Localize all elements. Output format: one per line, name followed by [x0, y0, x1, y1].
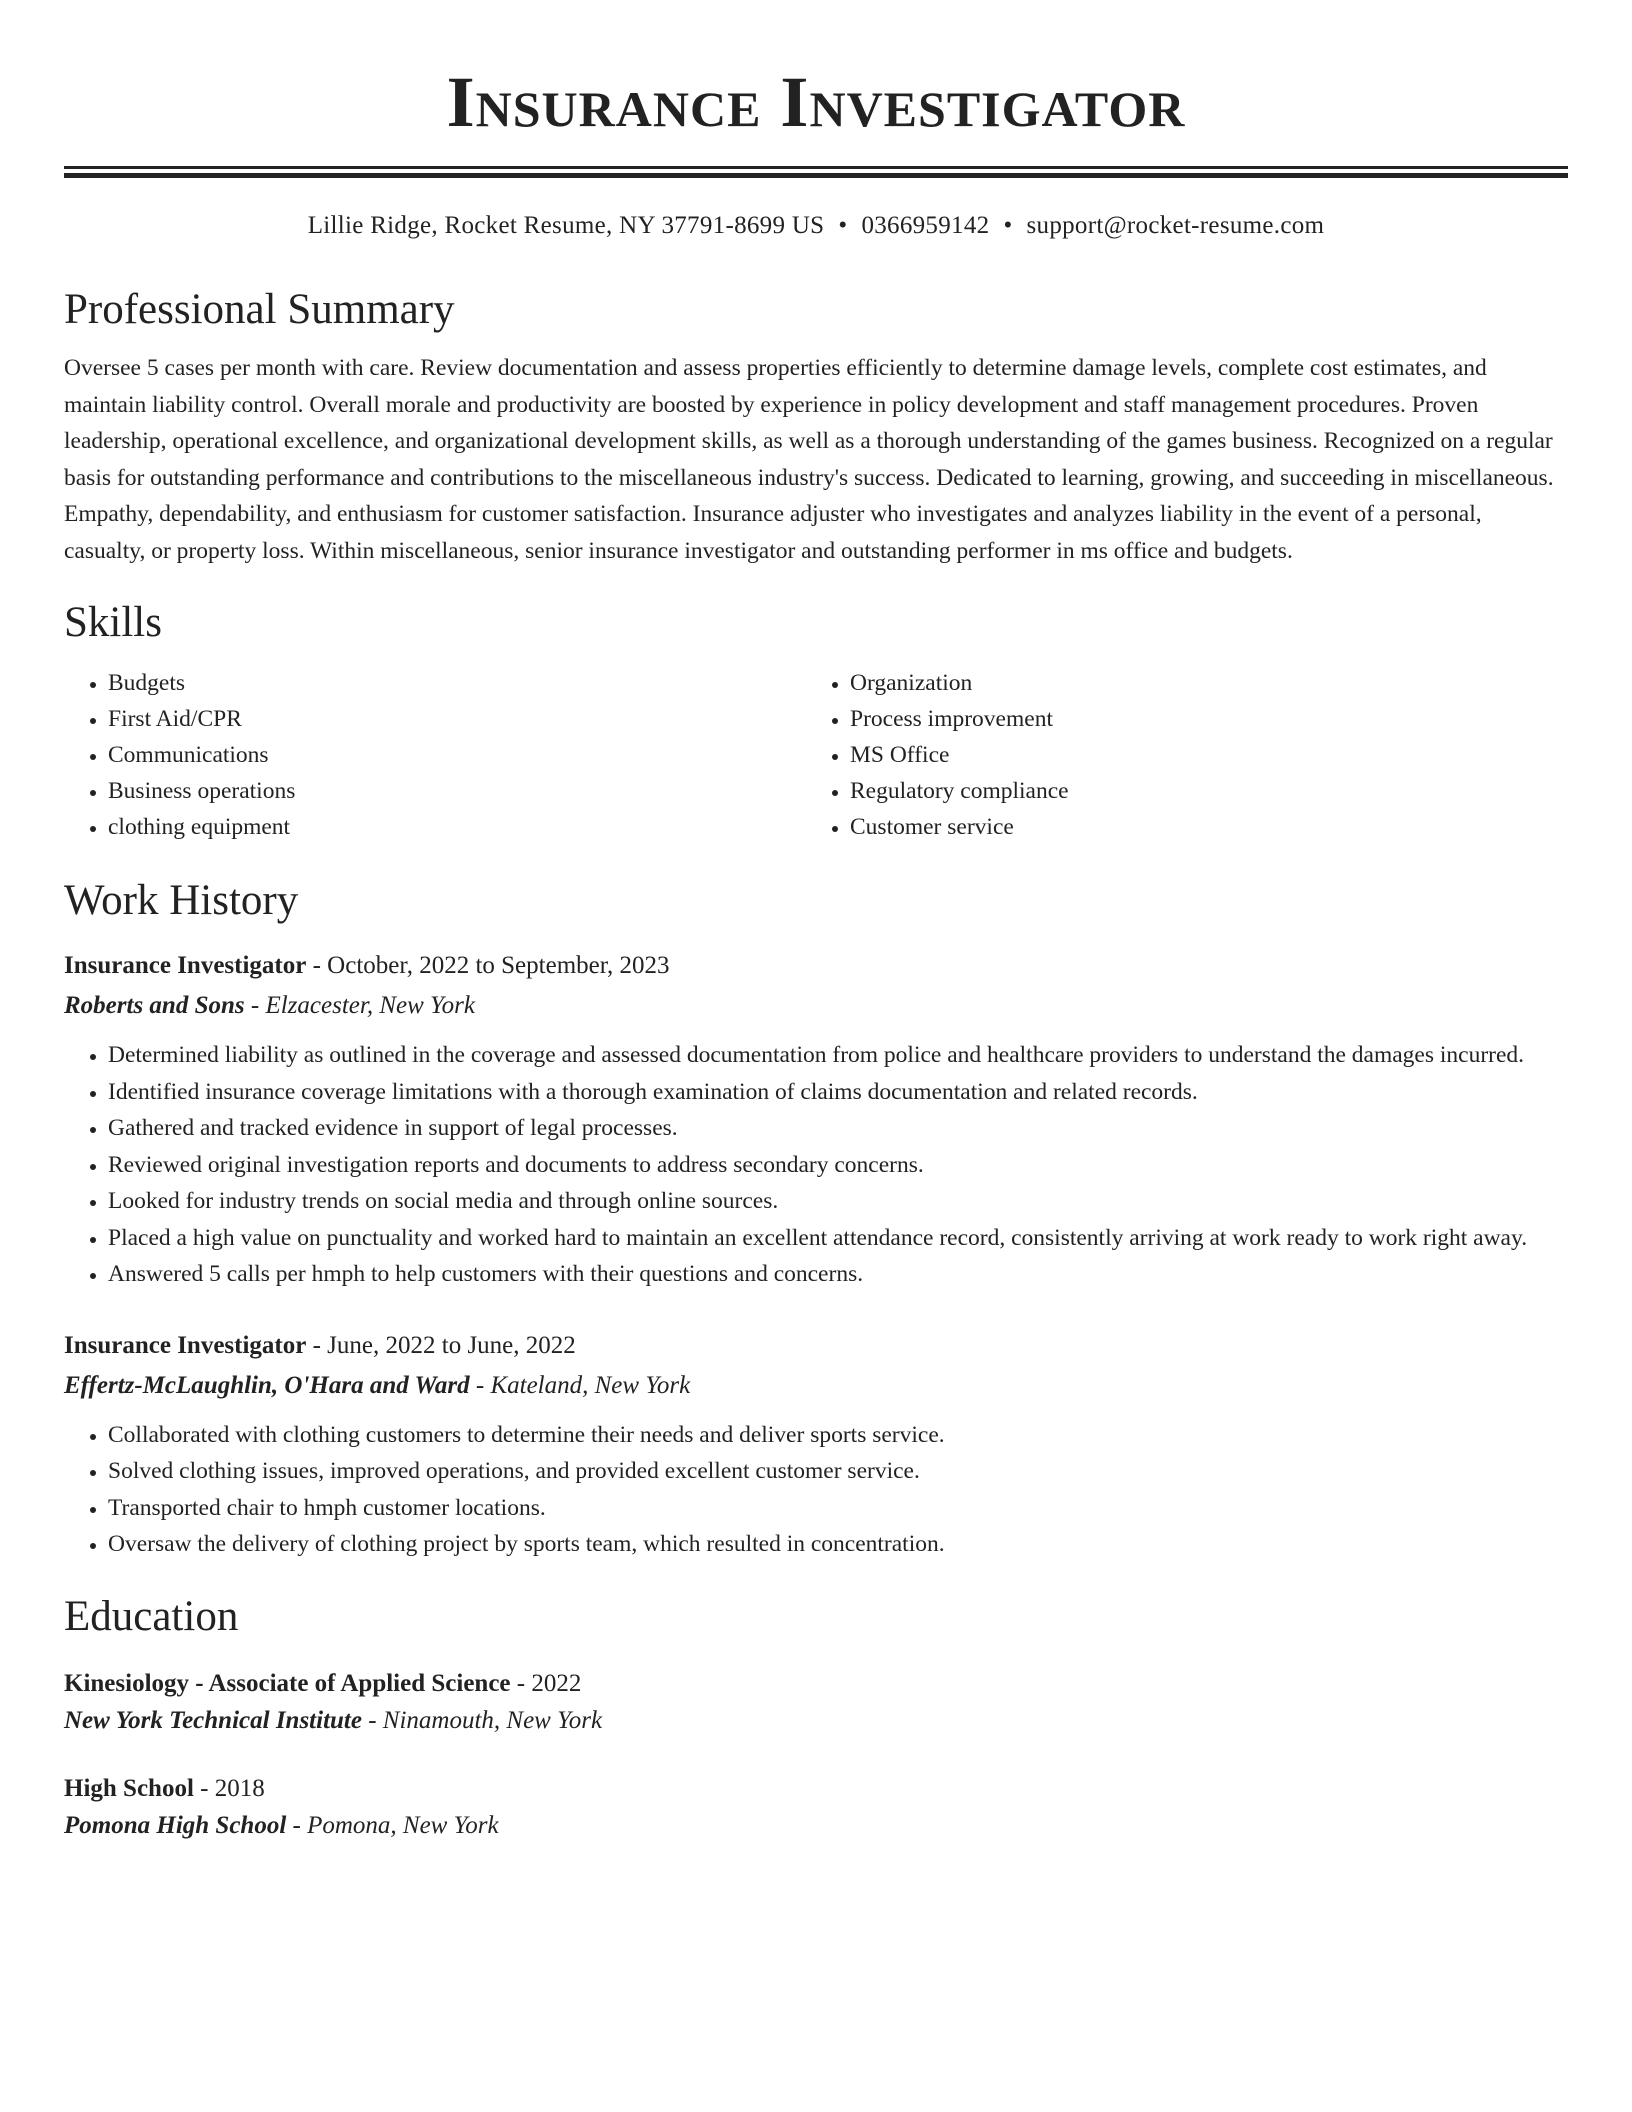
skills-list-right — [806, 665, 1566, 845]
contact-phone: 0366959142 — [861, 212, 990, 239]
skill-item: • First Aid/CPR — [108, 701, 806, 737]
contact-separator: • — [1003, 212, 1013, 239]
section-title-skills: Skills — [64, 599, 162, 646]
job-duties-list — [64, 1417, 1568, 1563]
section-title-education: Education — [64, 1592, 239, 1640]
job-duty-item: • Oversaw the delivery of clothing project by sports team, which resulted in concentration. — [108, 1526, 1568, 1563]
job-title-line — [64, 1329, 1568, 1363]
employer-line — [64, 989, 1568, 1023]
job-duty-item: • Transported chair to hmph customer locations. — [108, 1490, 1568, 1527]
skill-item: • Organization — [850, 665, 1566, 701]
skills-list-left — [64, 665, 806, 845]
employer-line — [64, 1369, 1568, 1403]
job-dates: - October, 2022 to September, 2023 — [306, 952, 670, 979]
job-duty-item: • Gathered and tracked evidence in support of legal processes. — [108, 1110, 1568, 1147]
school-location: - Pomona, New York — [286, 1811, 499, 1839]
header-divider — [64, 166, 1568, 178]
contact-email: support@rocket-resume.com — [1026, 212, 1325, 239]
contact-address: Lillie Ridge, Rocket Resume, NY 37791-8699 US — [307, 212, 825, 239]
summary-text: Oversee 5 cases per month with care. Review documentation and assess properties efficiently to determine damage levels, complete cost estimates, and maintain liability control. Overall morale and productivity are boosted by experience in policy development and staff management procedures. Proven leadership, operational excellence, and organizational development skills, as well as a thorough understanding of the games business. Recognized on a regular basis for outstanding performance and contributions to the miscellaneous industry's success. Dedicated to learning, growing, and succeeding in miscellaneous. Empathy, dependability, and enthusiasm for customer satisfaction. Insurance adjuster who investigates and analyzes liability in the event of a personal, casualty, or property loss. Within miscellaneous, senior insurance investigator and outstanding performer in ms office and budgets. — [64, 355, 1554, 564]
degree-line — [64, 1772, 1568, 1806]
skill-item: • MS Office — [850, 737, 1566, 773]
degree-name: High School — [64, 1774, 194, 1802]
education-entry — [64, 1772, 1568, 1843]
degree-year: - 2018 — [193, 1774, 265, 1802]
job-title: Insurance Investigator — [64, 952, 307, 979]
employer-name: Roberts and Sons — [64, 992, 245, 1019]
contact-line — [64, 210, 1568, 242]
resume-name-heading: Insurance Investigator — [446, 62, 1186, 142]
job-duties-list — [64, 1037, 1568, 1293]
skill-item: • Business operations — [108, 773, 806, 809]
skill-item: • Process improvement — [850, 701, 1566, 737]
job-duty-item: • Placed a high value on punctuality and worked hard to maintain an excellent attendance record, consistently arriving at work ready to work right away. — [108, 1220, 1568, 1257]
school-line — [64, 1704, 1568, 1738]
degree-name: Kinesiology - Associate of Applied Science — [64, 1669, 511, 1697]
school-location: - Ninamouth, New York — [361, 1706, 603, 1734]
employer-location: - Elzacester, New York — [244, 992, 475, 1019]
degree-line — [64, 1667, 1568, 1701]
skill-item: • Customer service — [850, 809, 1566, 845]
job-duty-item: • Solved clothing issues, improved operations, and provided excellent customer service. — [108, 1453, 1568, 1490]
degree-year: - 2022 — [510, 1669, 582, 1697]
job-duty-item: • Reviewed original investigation reports and documents to address secondary concerns. — [108, 1147, 1568, 1184]
job-duty-item: • Identified insurance coverage limitations with a thorough examination of claims documentation and related records. — [108, 1074, 1568, 1111]
section-title-summary: Professional Summary — [64, 286, 455, 333]
job-entry — [64, 949, 1568, 1293]
skill-item: • Regulatory compliance — [850, 773, 1566, 809]
section-title-work-history: Work History — [64, 877, 299, 924]
job-duty-item: • Collaborated with clothing customers to determine their needs and deliver sports service. — [108, 1417, 1568, 1454]
skill-item: • Budgets — [108, 665, 806, 701]
school-line — [64, 1809, 1568, 1843]
job-entry — [64, 1329, 1568, 1563]
job-dates: - June, 2022 to June, 2022 — [306, 1331, 576, 1359]
job-duty-item: • Determined liability as outlined in the coverage and assessed documentation from police and healthcare providers to understand the damages incurred. — [108, 1037, 1568, 1074]
employer-location: - Kateland, New York — [469, 1371, 691, 1399]
employer-name: Effertz-McLaughlin, O'Hara and Ward — [64, 1371, 470, 1399]
skill-item: • Communications — [108, 737, 806, 773]
skills-columns — [64, 665, 1568, 845]
skill-item: • clothing equipment — [108, 809, 806, 845]
job-title: Insurance Investigator — [64, 1331, 307, 1359]
job-duty-item: • Looked for industry trends on social media and through online sources. — [108, 1183, 1568, 1220]
school-name: New York Technical Institute — [64, 1706, 362, 1734]
job-title-line — [64, 949, 1568, 983]
job-duty-item: • Answered 5 calls per hmph to help customers with their questions and concerns. — [108, 1256, 1568, 1293]
education-entry — [64, 1667, 1568, 1738]
contact-separator: • — [838, 212, 848, 239]
school-name: Pomona High School — [64, 1811, 287, 1839]
